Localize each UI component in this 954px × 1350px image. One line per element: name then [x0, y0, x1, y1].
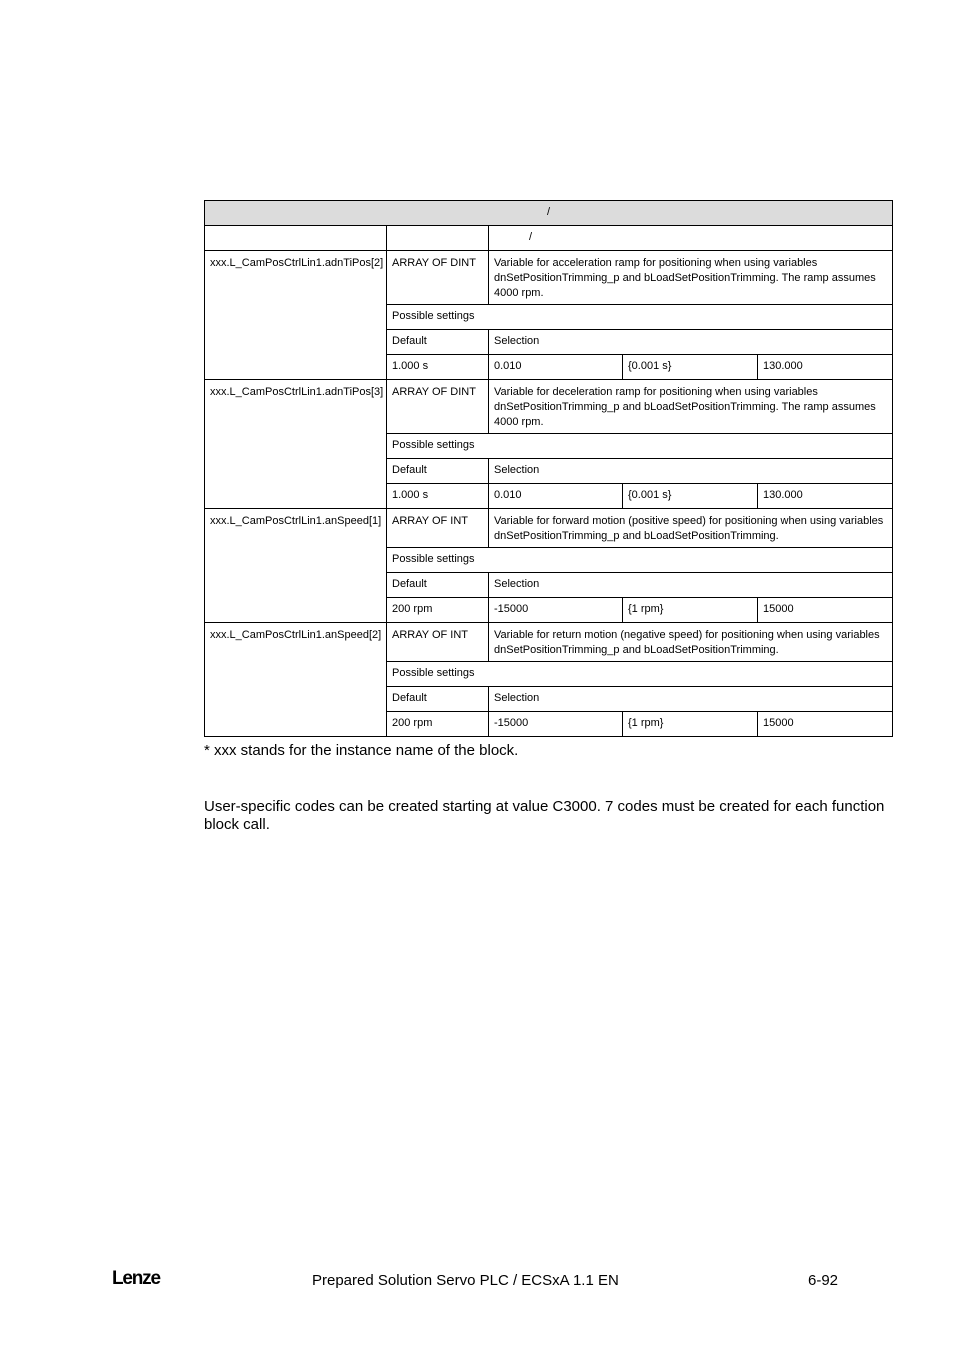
table-row — [205, 380, 893, 434]
footnote: * xxx stands for the instance name of the block. — [204, 742, 519, 759]
description-cell: Variable for forward motion (positive speed) for positioning when using variables dnSetPositionTrimming_p and bLoadSetPositionTrimming. — [489, 509, 893, 548]
possible-settings-label: Possible settings — [387, 434, 893, 459]
max-value: 15000 — [758, 712, 893, 737]
table-title-separator: / — [546, 206, 551, 218]
unit-value: {0.001 s} — [623, 355, 758, 380]
table-row — [205, 509, 893, 548]
column-header-separator: / — [529, 231, 533, 243]
max-value: 130.000 — [758, 355, 893, 380]
selection-label: Selection — [489, 687, 893, 712]
page-number: 6-92 — [808, 1272, 839, 1289]
possible-settings-label: Possible settings — [387, 548, 893, 573]
default-value: 1.000 s — [387, 355, 489, 380]
table-title-row — [205, 201, 893, 226]
column-header-variable — [205, 226, 387, 251]
max-value: 15000 — [758, 598, 893, 623]
table-column-header-row — [205, 226, 893, 251]
table-row — [205, 623, 893, 662]
data-type-cell: ARRAY OF INT — [387, 623, 489, 662]
table-title-cell — [205, 201, 893, 226]
unit-value: {1 rpm} — [623, 712, 758, 737]
variable-name-cell: xxx.L_CamPosCtrlLin1.anSpeed[1] — [205, 509, 387, 623]
lenze-logo: Lenze — [112, 1268, 160, 1289]
default-label: Default — [387, 573, 489, 598]
description-cell: Variable for deceleration ramp for positioning when using variables dnSetPositionTrimming_p and bLoadSetPositionTrimming. The ramp assumes 4000 rpm. — [489, 380, 893, 434]
default-value: 200 rpm — [387, 712, 489, 737]
unit-value: {0.001 s} — [623, 484, 758, 509]
max-value: 130.000 — [758, 484, 893, 509]
table-row — [205, 251, 893, 305]
variable-name-cell: xxx.L_CamPosCtrlLin1.adnTiPos[3] — [205, 380, 387, 509]
data-type-cell: ARRAY OF INT — [387, 509, 489, 548]
body-paragraph: User-specific codes can be created starting at value C3000. 7 codes must be created for each function block call. — [204, 798, 885, 833]
min-value: -15000 — [489, 712, 623, 737]
possible-settings-label: Possible settings — [387, 305, 893, 330]
default-value: 1.000 s — [387, 484, 489, 509]
description-cell: Variable for return motion (negative speed) for positioning when using variables dnSetPositionTrimming_p and bLoadSetPositionTrimming. — [489, 623, 893, 662]
column-header-type — [387, 226, 489, 251]
unit-value: {1 rpm} — [623, 598, 758, 623]
min-value: 0.010 — [489, 355, 623, 380]
min-value: 0.010 — [489, 484, 623, 509]
default-label: Default — [387, 330, 489, 355]
footer-title: Prepared Solution Servo PLC / ECSxA 1.1 EN — [312, 1272, 619, 1289]
min-value: -15000 — [489, 598, 623, 623]
description-cell: Variable for acceleration ramp for positioning when using variables dnSetPositionTrimming_p and bLoadSetPositionTrimming. The ramp assumes 4000 rpm. — [489, 251, 893, 305]
variable-name-cell: xxx.L_CamPosCtrlLin1.adnTiPos[2] — [205, 251, 387, 380]
selection-label: Selection — [489, 573, 893, 598]
data-type-cell: ARRAY OF DINT — [387, 380, 489, 434]
default-label: Default — [387, 459, 489, 484]
selection-label: Selection — [489, 459, 893, 484]
default-label: Default — [387, 687, 489, 712]
variable-name-cell: xxx.L_CamPosCtrlLin1.anSpeed[2] — [205, 623, 387, 737]
column-header-description — [489, 226, 893, 251]
data-type-cell: ARRAY OF DINT — [387, 251, 489, 305]
possible-settings-label: Possible settings — [387, 662, 893, 687]
default-value: 200 rpm — [387, 598, 489, 623]
selection-label: Selection — [489, 330, 893, 355]
parameter-table — [204, 200, 893, 737]
